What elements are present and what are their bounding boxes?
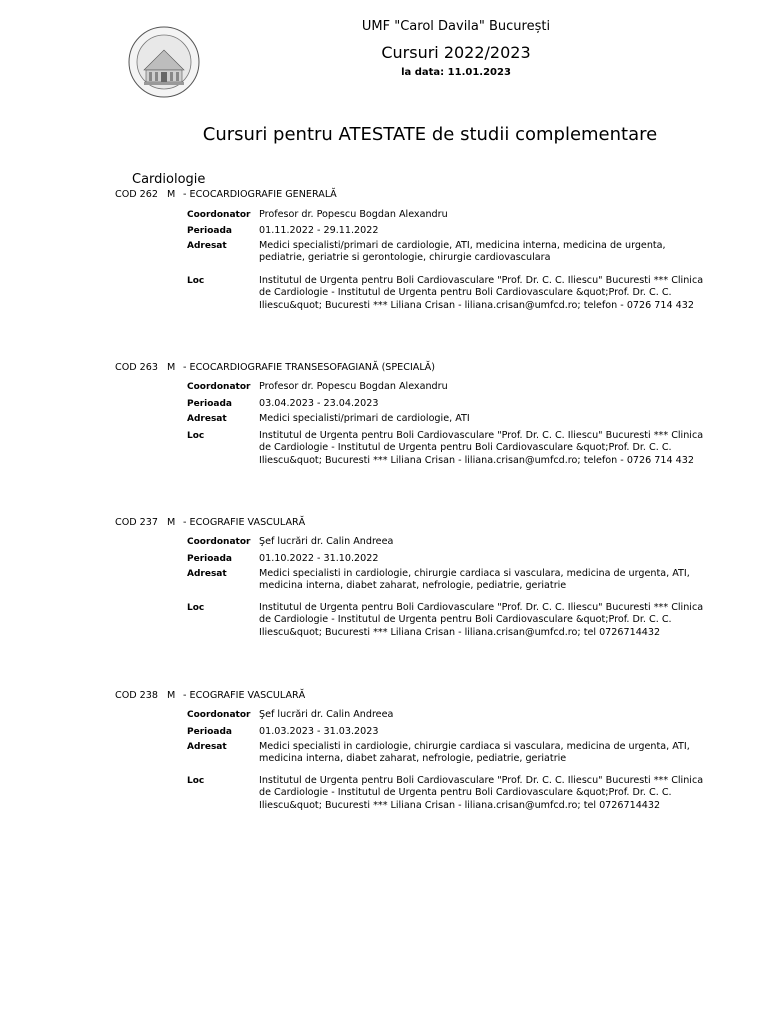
section-title: Cardiologie	[132, 172, 206, 187]
institution-name: UMF "Carol Davila" București	[361, 19, 551, 34]
course-title: - ECOCARDIOGRAFIE TRANSESOFAGIANĂ (SPECIALĂ)	[183, 362, 435, 373]
location-label: Loc	[187, 776, 205, 786]
location-value: Institutul de Urgenta pentru Boli Cardiovasculare "Prof. Dr. C. C. Iliescu" Bucuresti *** Clinica de Cardiologie - Institutul de Urgenta pentru Boli Cardiovasculare &quot;Prof. Dr. C. C. Iliescu&quot; Bucuresti *** Liliana Crisan - liliana.crisan@umfcd.ro; tel 0726714432	[259, 602, 704, 638]
location-value: Institutul de Urgenta pentru Boli Cardiovasculare "Prof. Dr. C. C. Iliescu" Bucuresti *** Clinica de Cardiologie - Institutul de Urgenta pentru Boli Cardiovasculare &quot;Prof. Dr. C. C. Iliescu&quot; Bucuresti *** Liliana Crisan - liliana.crisan@umfcd.ro; telefon - 0726 714 432	[259, 430, 704, 466]
course-title: - ECOCARDIOGRAFIE GENERALĂ	[183, 189, 337, 200]
period-label: Perioada	[187, 226, 232, 236]
course-code: COD 262	[115, 189, 158, 200]
course-code: COD 237	[115, 517, 158, 528]
coordinator-value: Profesor dr. Popescu Bogdan Alexandru	[259, 381, 448, 392]
coordinator-value: Profesor dr. Popescu Bogdan Alexandru	[259, 209, 448, 220]
coordinator-label: Coordonator	[187, 382, 251, 392]
course-entry	[115, 189, 715, 311]
academic-year: Cursuri 2022/2023	[381, 43, 531, 62]
coordinator-label: Coordonator	[187, 710, 251, 720]
course-entry	[115, 690, 715, 811]
course-category: M	[167, 690, 176, 701]
audience-label: Adresat	[187, 569, 227, 579]
course-category: M	[167, 517, 176, 528]
location-value: Institutul de Urgenta pentru Boli Cardiovasculare "Prof. Dr. C. C. Iliescu" Bucuresti *** Clinica de Cardiologie - Institutul de Urgenta pentru Boli Cardiovasculare &quot;Prof. Dr. C. C. Iliescu&quot; Bucuresti *** Liliana Crisan - liliana.crisan@umfcd.ro; tel 0726714432	[259, 775, 704, 811]
course-heading	[115, 690, 715, 702]
course-entry	[115, 517, 715, 638]
audience-label: Adresat	[187, 241, 227, 251]
period-value: 01.03.2023 - 31.03.2023	[259, 726, 379, 737]
audience-value: Medici specialisti in cardiologie, chirurgie cardiaca si vasculara, medicina de urgenta, ATI, medicina interna, diabet zaharat, nefrologie, pediatrie, geriatrie	[259, 568, 690, 592]
course-code: COD 238	[115, 690, 158, 701]
audience-label: Adresat	[187, 742, 227, 752]
course-heading	[115, 362, 715, 374]
course-code: COD 263	[115, 362, 158, 373]
location-value: Institutul de Urgenta pentru Boli Cardiovasculare "Prof. Dr. C. C. Iliescu" Bucuresti *** Clinica de Cardiologie - Institutul de Urgenta pentru Boli Cardiovasculare &quot;Prof. Dr. C. C. Iliescu&quot; Bucuresti *** Liliana Crisan - liliana.crisan@umfcd.ro; telefon - 0726 714 432	[259, 275, 704, 311]
location-label: Loc	[187, 431, 205, 441]
period-value: 01.10.2022 - 31.10.2022	[259, 553, 379, 564]
document-title: Cursuri pentru ATESTATE de studii complementare	[202, 124, 658, 145]
location-label: Loc	[187, 603, 205, 613]
audience-label: Adresat	[187, 414, 227, 424]
course-title: - ECOGRAFIE VASCULARĂ	[183, 517, 306, 528]
coordinator-value: Şef lucrări dr. Calin Andreea	[259, 709, 394, 720]
period-label: Perioada	[187, 554, 232, 564]
period-value: 03.04.2023 - 23.04.2023	[259, 398, 379, 409]
period-label: Perioada	[187, 727, 232, 737]
course-category: M	[167, 362, 176, 373]
course-entry	[115, 362, 715, 466]
period-label: Perioada	[187, 399, 232, 409]
issue-date: la data: 11.01.2023	[401, 67, 511, 78]
coordinator-label: Coordonator	[187, 537, 251, 547]
university-seal-logo	[128, 26, 200, 98]
audience-value: Medici specialisti/primari de cardiologie, ATI, medicina interna, medicina de urgenta, pediatrie, geriatrie si gerontologie, chirurgie cardiovasculara	[259, 240, 666, 264]
audience-value: Medici specialisti/primari de cardiologie, ATI	[259, 413, 470, 424]
coordinator-value: Şef lucrări dr. Calin Andreea	[259, 536, 394, 547]
audience-value: Medici specialisti in cardiologie, chirurgie cardiaca si vasculara, medicina de urgenta, ATI, medicina interna, diabet zaharat, nefrologie, pediatrie, geriatrie	[259, 741, 690, 765]
course-title: - ECOGRAFIE VASCULARĂ	[183, 690, 306, 701]
location-label: Loc	[187, 276, 205, 286]
coordinator-label: Coordonator	[187, 210, 251, 220]
course-category: M	[167, 189, 176, 200]
period-value: 01.11.2022 - 29.11.2022	[259, 225, 379, 236]
course-heading	[115, 517, 715, 529]
course-heading	[115, 189, 715, 201]
